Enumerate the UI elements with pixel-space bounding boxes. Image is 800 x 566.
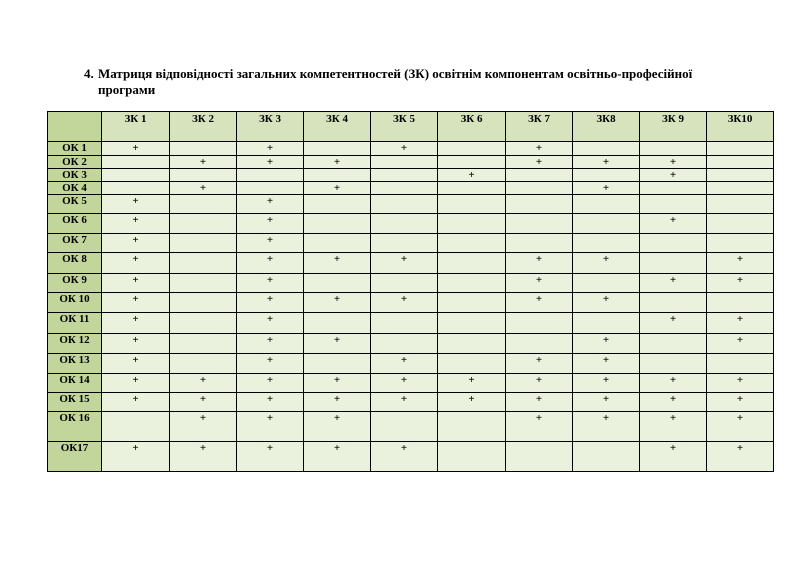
table-row: [48, 156, 774, 169]
matrix-cell: [438, 442, 506, 472]
matrix-cell: +: [573, 374, 640, 393]
matrix-cell: [371, 182, 438, 195]
row-header: ОК 12: [48, 334, 102, 354]
matrix-cell: [170, 214, 237, 234]
matrix-cell: [371, 274, 438, 293]
table-row: [48, 182, 774, 195]
matrix-cell: [640, 182, 707, 195]
matrix-cell: [506, 169, 573, 182]
matrix-cell: +: [506, 274, 573, 293]
table-row: [48, 374, 774, 393]
matrix-cell: +: [573, 182, 640, 195]
matrix-cell: [438, 313, 506, 334]
matrix-cell: [170, 234, 237, 253]
table-row: [48, 214, 774, 234]
table-row: [48, 393, 774, 412]
matrix-cell: [170, 274, 237, 293]
matrix-cell: [438, 412, 506, 442]
matrix-cell: +: [506, 393, 573, 412]
matrix-cell: +: [573, 293, 640, 313]
matrix-cell: +: [707, 274, 774, 293]
matrix-cell: +: [237, 334, 304, 354]
matrix-cell: [640, 334, 707, 354]
matrix-cell: [304, 234, 371, 253]
matrix-cell: +: [237, 374, 304, 393]
matrix-cell: +: [237, 214, 304, 234]
matrix-cell: +: [102, 442, 170, 472]
matrix-cell: [438, 253, 506, 274]
row-header: ОК 3: [48, 169, 102, 182]
matrix-cell: [438, 354, 506, 374]
matrix-cell: +: [304, 156, 371, 169]
matrix-cell: [573, 313, 640, 334]
matrix-cell: +: [573, 334, 640, 354]
matrix-cell: +: [237, 142, 304, 156]
matrix-cell: [170, 334, 237, 354]
matrix-cell: +: [102, 234, 170, 253]
matrix-cell: [573, 442, 640, 472]
matrix-cell: +: [640, 214, 707, 234]
matrix-cell: +: [506, 354, 573, 374]
table-row: [48, 142, 774, 156]
matrix-cell: +: [707, 313, 774, 334]
matrix-cell: +: [573, 156, 640, 169]
matrix-cell: [170, 253, 237, 274]
matrix-cell: [102, 156, 170, 169]
matrix-cell: [438, 234, 506, 253]
matrix-cell: +: [237, 195, 304, 214]
table-row: [48, 412, 774, 442]
matrix-cell: +: [707, 393, 774, 412]
matrix-cell: +: [640, 374, 707, 393]
matrix-cell: +: [237, 253, 304, 274]
matrix-cell: +: [371, 393, 438, 412]
matrix-cell: [640, 354, 707, 374]
column-header: ЗК 6: [438, 112, 506, 142]
matrix-cell: [573, 169, 640, 182]
matrix-cell: [707, 214, 774, 234]
matrix-cell: [707, 182, 774, 195]
matrix-cell: [371, 156, 438, 169]
matrix-cell: +: [707, 374, 774, 393]
matrix-cell: +: [170, 412, 237, 442]
column-header: ЗК 1: [102, 112, 170, 142]
row-header: ОК 9: [48, 274, 102, 293]
matrix-cell: [640, 195, 707, 214]
table-row: [48, 253, 774, 274]
matrix-cell: +: [640, 313, 707, 334]
matrix-cell: +: [102, 393, 170, 412]
matrix-cell: +: [707, 412, 774, 442]
matrix-cell: +: [102, 214, 170, 234]
matrix-cell: [640, 234, 707, 253]
row-header: ОК 16: [48, 412, 102, 442]
matrix-cell: +: [102, 253, 170, 274]
row-header: ОК 1: [48, 142, 102, 156]
matrix-cell: +: [371, 142, 438, 156]
matrix-cell: +: [304, 334, 371, 354]
row-header: ОК 11: [48, 313, 102, 334]
matrix-cell: +: [237, 412, 304, 442]
column-header: ЗК 3: [237, 112, 304, 142]
row-header: ОК 7: [48, 234, 102, 253]
section-number: 4.: [84, 66, 94, 81]
matrix-cell: [102, 169, 170, 182]
matrix-cell: [102, 182, 170, 195]
matrix-cell: [371, 214, 438, 234]
matrix-cell: [707, 169, 774, 182]
matrix-cell: [707, 142, 774, 156]
corner-cell: [48, 112, 102, 142]
matrix-cell: [438, 274, 506, 293]
matrix-cell: [304, 313, 371, 334]
matrix-cell: +: [371, 293, 438, 313]
matrix-cell: +: [438, 169, 506, 182]
matrix-cell: [170, 313, 237, 334]
matrix-cell: +: [438, 393, 506, 412]
matrix-cell: +: [371, 354, 438, 374]
matrix-cell: [438, 142, 506, 156]
matrix-cell: +: [506, 156, 573, 169]
matrix-cell: +: [304, 393, 371, 412]
matrix-cell: +: [573, 393, 640, 412]
matrix-cell: [640, 293, 707, 313]
table-row: [48, 354, 774, 374]
matrix-cell: [371, 195, 438, 214]
matrix-cell: [170, 195, 237, 214]
matrix-cell: [573, 214, 640, 234]
matrix-cell: +: [371, 374, 438, 393]
matrix-cell: [640, 142, 707, 156]
matrix-cell: +: [237, 393, 304, 412]
matrix-cell: +: [102, 195, 170, 214]
row-header: ОК 15: [48, 393, 102, 412]
column-header: ЗК10: [707, 112, 774, 142]
row-header: ОК 2: [48, 156, 102, 169]
table-body: [48, 142, 774, 472]
table-row: [48, 442, 774, 472]
matrix-cell: +: [102, 274, 170, 293]
table-row: [48, 274, 774, 293]
matrix-cell: [573, 142, 640, 156]
matrix-cell: +: [438, 374, 506, 393]
column-header: ЗК 2: [170, 112, 237, 142]
matrix-cell: +: [304, 293, 371, 313]
table-row: [48, 334, 774, 354]
matrix-cell: [170, 293, 237, 313]
table-row: [48, 313, 774, 334]
column-header: ЗК 5: [371, 112, 438, 142]
matrix-cell: [102, 412, 170, 442]
matrix-cell: [573, 195, 640, 214]
matrix-cell: +: [237, 313, 304, 334]
matrix-cell: +: [170, 374, 237, 393]
matrix-cell: +: [573, 253, 640, 274]
matrix-cell: [438, 334, 506, 354]
matrix-cell: [304, 195, 371, 214]
row-header: ОК17: [48, 442, 102, 472]
matrix-cell: +: [304, 412, 371, 442]
matrix-cell: [170, 142, 237, 156]
matrix-cell: [304, 354, 371, 374]
matrix-cell: +: [170, 156, 237, 169]
matrix-cell: +: [371, 442, 438, 472]
matrix-cell: [371, 169, 438, 182]
matrix-cell: +: [707, 334, 774, 354]
section-title: Матриця відповідності загальних компетентностей (ЗК) освітнім компонентам освітньо-професійної програми: [98, 66, 693, 97]
matrix-cell: [640, 253, 707, 274]
row-header: ОК 8: [48, 253, 102, 274]
matrix-cell: [573, 274, 640, 293]
matrix-cell: +: [237, 293, 304, 313]
table-header-row: [48, 112, 774, 142]
matrix-cell: [438, 195, 506, 214]
competence-matrix-table: [47, 111, 774, 472]
row-header: ОК 6: [48, 214, 102, 234]
matrix-cell: [371, 234, 438, 253]
matrix-cell: +: [237, 274, 304, 293]
matrix-cell: +: [102, 334, 170, 354]
matrix-cell: [707, 234, 774, 253]
matrix-cell: [438, 182, 506, 195]
matrix-cell: [707, 195, 774, 214]
matrix-cell: [438, 293, 506, 313]
row-header: ОК 4: [48, 182, 102, 195]
row-header: ОК 14: [48, 374, 102, 393]
matrix-cell: [237, 182, 304, 195]
row-header: ОК 13: [48, 354, 102, 374]
row-header: ОК 10: [48, 293, 102, 313]
table-row: [48, 234, 774, 253]
matrix-cell: [304, 169, 371, 182]
matrix-cell: [506, 214, 573, 234]
table-row: [48, 293, 774, 313]
matrix-cell: [304, 142, 371, 156]
matrix-cell: +: [237, 354, 304, 374]
matrix-cell: +: [640, 393, 707, 412]
matrix-cell: [506, 334, 573, 354]
matrix-cell: [506, 195, 573, 214]
matrix-cell: [438, 156, 506, 169]
matrix-cell: [506, 182, 573, 195]
matrix-cell: [506, 313, 573, 334]
matrix-cell: [506, 234, 573, 253]
matrix-cell: +: [102, 142, 170, 156]
matrix-cell: +: [304, 374, 371, 393]
matrix-cell: +: [304, 442, 371, 472]
row-header: ОК 5: [48, 195, 102, 214]
table-row: [48, 195, 774, 214]
matrix-cell: +: [640, 274, 707, 293]
matrix-cell: +: [506, 142, 573, 156]
matrix-cell: [170, 354, 237, 374]
matrix-cell: +: [640, 412, 707, 442]
matrix-cell: +: [102, 293, 170, 313]
table-row: [48, 169, 774, 182]
matrix-cell: +: [237, 442, 304, 472]
matrix-cell: +: [707, 442, 774, 472]
matrix-cell: +: [506, 374, 573, 393]
matrix-cell: +: [170, 442, 237, 472]
matrix-cell: +: [506, 293, 573, 313]
column-header: ЗК 7: [506, 112, 573, 142]
matrix-cell: [506, 442, 573, 472]
matrix-cell: +: [707, 253, 774, 274]
matrix-cell: [707, 354, 774, 374]
matrix-cell: [304, 214, 371, 234]
matrix-cell: +: [640, 156, 707, 169]
matrix-cell: +: [640, 169, 707, 182]
matrix-cell: +: [371, 253, 438, 274]
matrix-cell: +: [506, 412, 573, 442]
matrix-cell: [371, 334, 438, 354]
matrix-cell: [304, 274, 371, 293]
matrix-cell: [237, 169, 304, 182]
matrix-cell: +: [573, 354, 640, 374]
column-header: ЗК8: [573, 112, 640, 142]
matrix-cell: +: [573, 412, 640, 442]
matrix-cell: +: [102, 374, 170, 393]
matrix-cell: [707, 156, 774, 169]
matrix-cell: +: [102, 354, 170, 374]
matrix-cell: [573, 234, 640, 253]
column-header: ЗК 9: [640, 112, 707, 142]
column-header: ЗК 4: [304, 112, 371, 142]
matrix-cell: +: [237, 234, 304, 253]
matrix-cell: [438, 214, 506, 234]
matrix-cell: +: [170, 182, 237, 195]
matrix-cell: [371, 412, 438, 442]
matrix-cell: +: [304, 182, 371, 195]
matrix-cell: [371, 313, 438, 334]
matrix-cell: +: [102, 313, 170, 334]
matrix-cell: +: [170, 393, 237, 412]
matrix-cell: +: [304, 253, 371, 274]
matrix-cell: [170, 169, 237, 182]
matrix-cell: +: [506, 253, 573, 274]
matrix-cell: [707, 293, 774, 313]
matrix-cell: +: [640, 442, 707, 472]
matrix-cell: +: [237, 156, 304, 169]
